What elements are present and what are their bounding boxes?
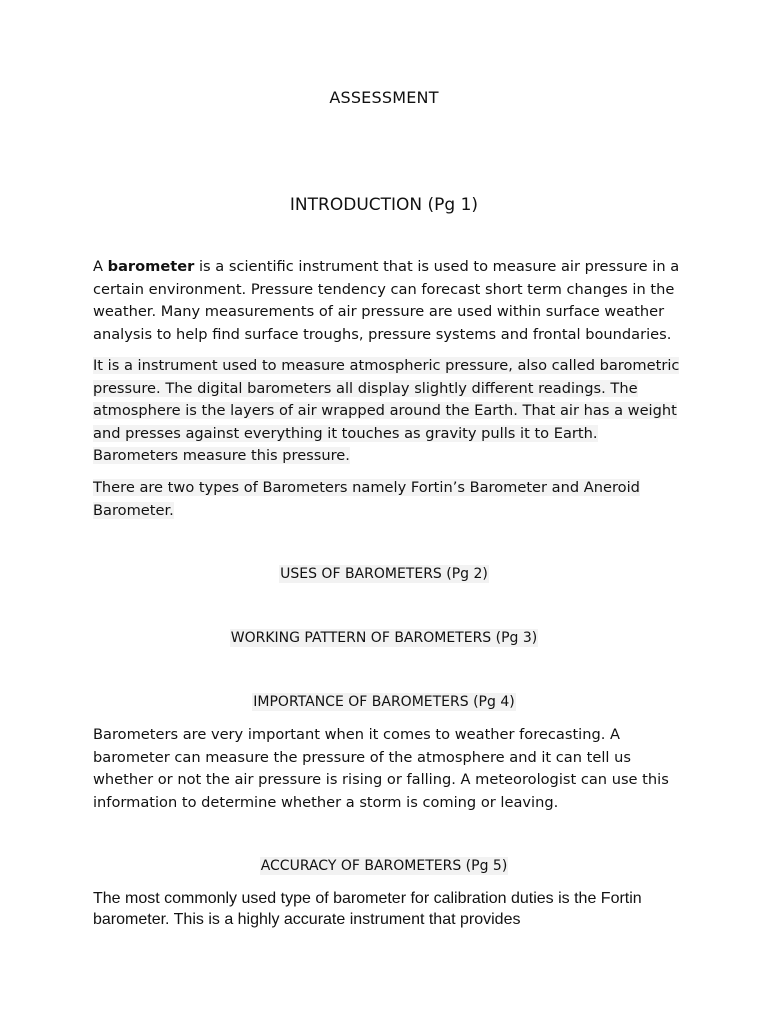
- document-title: ASSESSMENT: [329, 88, 439, 107]
- para2-text: It is a instrument used to measure atmospheric pressure, also called barometric pressure. The digital barometers all display slightly different readings. The atmosphere is the layers of air wrapped around the Earth. That air has a weight and presses against everything it touches as gravity pulls it to Earth. Barometers measure this pressure.: [93, 357, 680, 464]
- importance-heading-text: IMPORTANCE OF BAROMETERS (Pg 4): [253, 694, 515, 710]
- working-heading-text: WORKING PATTERN OF BAROMETERS (Pg 3): [230, 630, 538, 646]
- importance-paragraph: Barometers are very important when it comes to weather forecasting. A barometer can measure the pressure of the atmosphere and it can tell us whether or not the air pressure is rising or falling. A meteorologist can use this information to determine whether a storm is coming or leaving.: [93, 726, 669, 811]
- working-heading: [0, 630, 768, 646]
- barometer-term: barometer: [107, 258, 195, 275]
- accuracy-paragraph: The most commonly used type of barometer for calibration duties is the Fortin barometer. This is a highly accurate instrument that provides: [93, 890, 642, 928]
- introduction-paragraph-2: [93, 355, 683, 468]
- introduction-paragraph-3: [93, 477, 683, 522]
- importance-heading: [0, 694, 768, 710]
- introduction-heading: INTRODUCTION (Pg 1): [289, 195, 479, 215]
- para3-text: There are two types of Barometers namely Fortin’s Barometer and Aneroid Barometer.: [93, 479, 640, 519]
- para1-prefix: A: [93, 258, 108, 275]
- uses-heading: [0, 566, 768, 582]
- para1-rest: is a scientific instrument that is used to measure air pressure in a certain environment. Pressure tendency can forecast short term changes in the weather. Many measurements of air pressure are used within surface weather analysis to help find surface troughs, pressure systems and frontal boundaries.: [93, 258, 680, 343]
- accuracy-heading-text: ACCURACY OF BAROMETERS (Pg 5): [260, 858, 508, 874]
- accuracy-heading: [0, 858, 768, 874]
- introduction-paragraph-1: [93, 256, 683, 346]
- uses-heading-text: USES OF BAROMETERS (Pg 2): [280, 566, 488, 582]
